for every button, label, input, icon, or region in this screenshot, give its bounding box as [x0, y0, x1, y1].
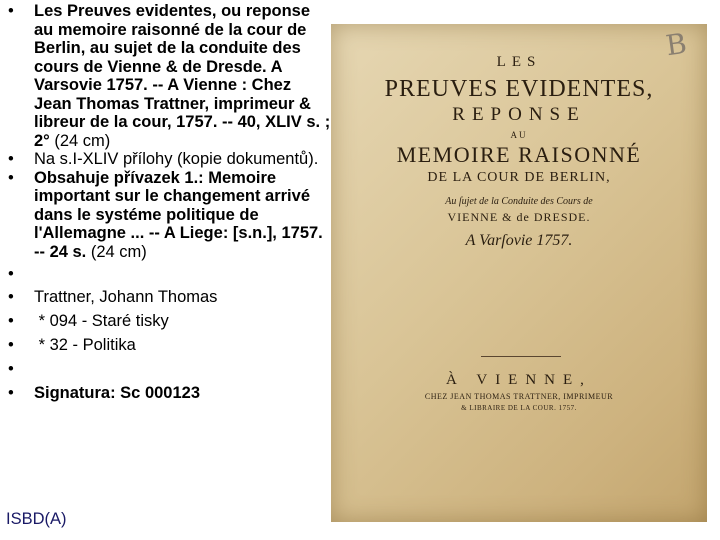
- list-item: [4, 309, 332, 333]
- shelf-mark: Signatura: Sc 000123: [34, 384, 200, 402]
- bound-with-note: Obsahuje přívazek 1.: Memoire important sur le changement arrivé dans le systéme politique de l'Allemagne ... -- A Liege: [s.n.], 1757. -- 24 s.: [34, 168, 323, 261]
- list-item: [4, 150, 332, 169]
- isbd-label: ISBD(A): [6, 510, 67, 528]
- bullet: •: [8, 312, 14, 330]
- bullet: •: [8, 168, 14, 187]
- bullet: •: [8, 288, 14, 306]
- tp-vienne-dresde: VIENNE & de DRESDE.: [447, 210, 591, 224]
- subject-entry: * 094 - Staré tisky: [34, 312, 169, 330]
- tp-au: AU: [510, 130, 528, 140]
- dimension-note: (24 cm): [54, 131, 111, 150]
- bullet: •: [8, 360, 14, 378]
- appendix-note: Na s.I-XLIV přílohy (kopie dokumentů).: [34, 150, 319, 168]
- subject-entry: * 32 - Politika: [34, 336, 136, 354]
- dimension-note: (24 cm): [90, 242, 147, 261]
- list-item: [4, 285, 332, 309]
- tp-preuves: PREUVES EVIDENTES,: [384, 76, 654, 102]
- tp-imprint-line2: & LIBRAIRE DE LA COUR. 1757.: [461, 404, 577, 412]
- bullet: •: [8, 336, 14, 354]
- tp-au-sujet: Au ſujet de la Conduite des Cours de: [445, 196, 593, 207]
- title-description: Les Preuves evidentes, ou reponse au memoire raisonné de la cour de Berlin, au sujet de la conduite des cours de Vienne & de Dresde. A Varsovie 1757. -- A Vienne : Chez Jean Thomas Trattner, imprimeur & libreur de la cour, 1757. -- 40, XLIV s. ; 2°: [34, 2, 331, 150]
- list-item: [4, 333, 332, 357]
- record-list: [4, 2, 332, 405]
- bullet: •: [8, 2, 14, 20]
- tp-imprint-city: À VIENNE,: [446, 372, 592, 388]
- pencil-mark: B: [664, 26, 690, 63]
- list-item: [4, 169, 332, 262]
- imprint-rule: [481, 356, 561, 357]
- tp-imprint-line1: CHEZ JEAN THOMAS TRATTNER, IMPRIMEUR: [424, 392, 614, 401]
- list-item: [4, 261, 332, 285]
- tp-les: LES: [496, 54, 542, 70]
- list-item: [4, 2, 332, 150]
- tp-de-la-cour: DE LA COUR DE BERLIN,: [427, 170, 611, 185]
- tp-reponse: REPONSE: [452, 104, 586, 125]
- tp-place-date: A Varſovie 1757.: [465, 232, 573, 249]
- bullet: •: [8, 150, 14, 168]
- tp-memoire: MEMOIRE RAISONNÉ: [396, 142, 642, 167]
- list-item: [4, 381, 332, 405]
- list-item: [4, 357, 332, 381]
- bullet: •: [8, 384, 14, 402]
- author-name: Trattner, Johann Thomas: [34, 288, 218, 306]
- bullet: •: [8, 265, 14, 283]
- title-page-image: [331, 24, 707, 522]
